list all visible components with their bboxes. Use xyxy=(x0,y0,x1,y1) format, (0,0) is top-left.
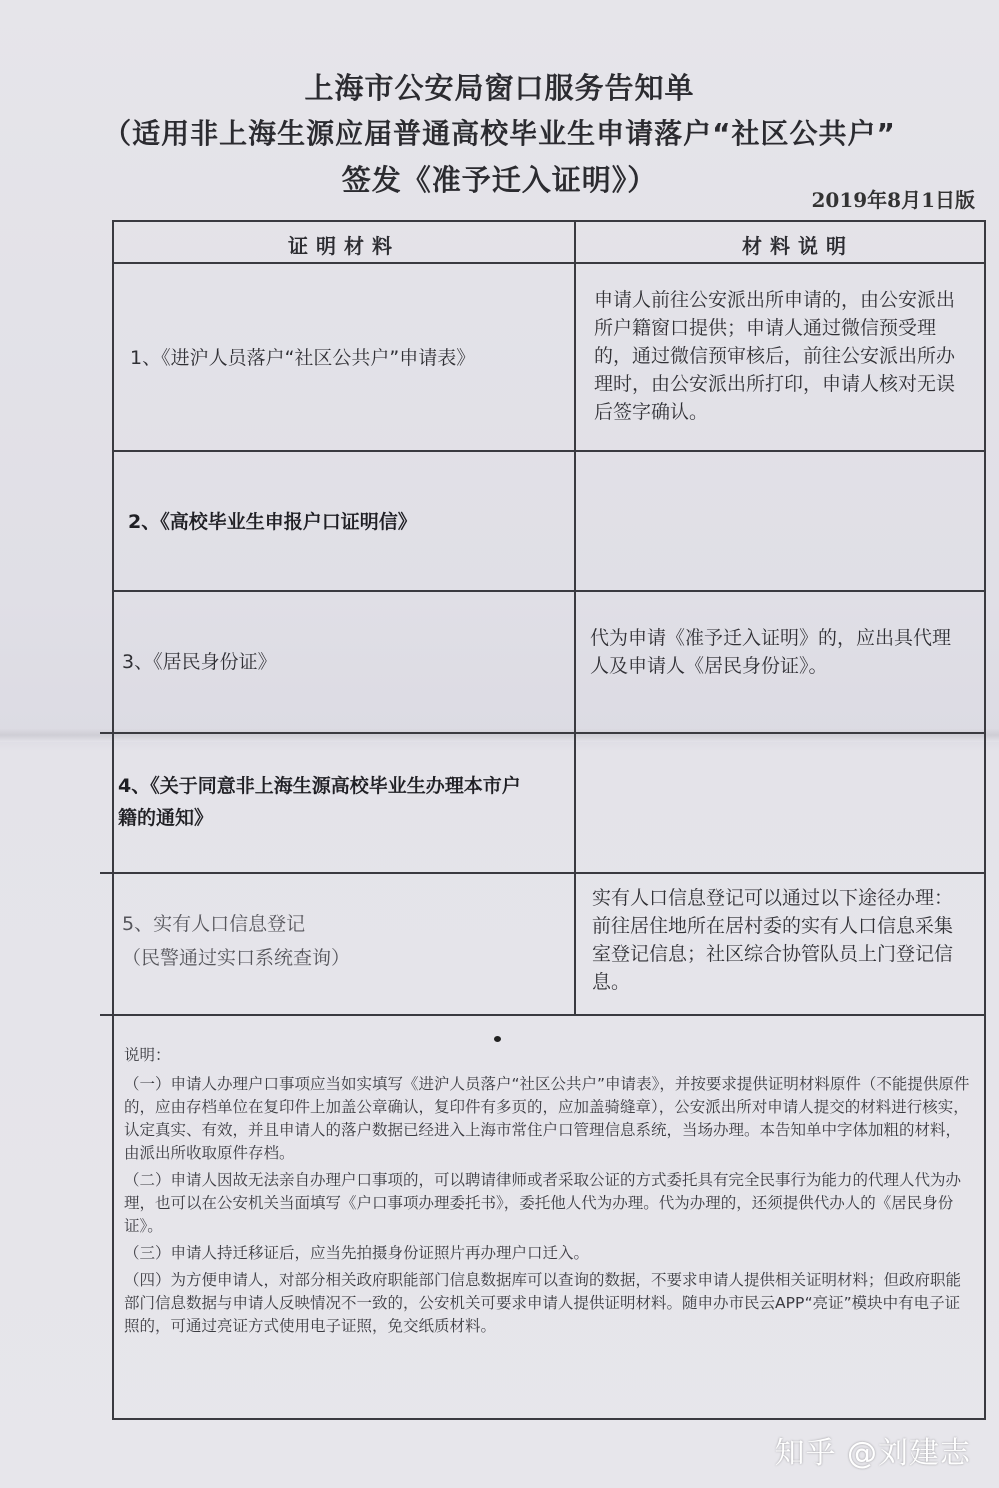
material-item-4: 4、《关于同意非上海生源高校毕业生办理本市户籍的通知》 xyxy=(118,775,521,829)
document-title: 上海市公安局窗口服务告知单 xyxy=(304,71,695,105)
row-divider xyxy=(112,262,986,264)
watermark: 知乎 @刘建志 xyxy=(774,1436,971,1471)
material-item-1: 1、《进沪人员落户“社区公共户”申请表》 xyxy=(130,347,476,369)
row-divider xyxy=(100,732,986,734)
column-header-materials: 证明材料 xyxy=(288,234,400,258)
ink-dot xyxy=(494,1036,501,1042)
column-divider xyxy=(574,220,576,1016)
row-divider xyxy=(112,450,986,452)
note-item-4: （四）为方便申请人，对部分相关政府职能部门信息数据库可以查询的数据，不要求申请人提供相关证明材料；但政府职能部门信息数据与申请人反映情况不一致的，公安机关可要求申请人提供证明材料。随申办市民云APP“亮证”模块中有电子证照的，可通过亮证方式使用电子证照，免交纸质材料。 xyxy=(124,1271,962,1335)
document-subtitle: （适用非上海生源应届普通高校毕业生申请落户“社区公共户” xyxy=(103,117,896,150)
note-item-3: （三）申请人持迁移证后，应当先拍摄身份证照片再办理户口迁入。 xyxy=(124,1244,590,1262)
material-note-3: 代为申请《准予迁入证明》的，应出具代理人及申请人《居民身份证》。 xyxy=(590,627,952,677)
material-note-1: 申请人前往公安派出所申请的，由公安派出所户籍窗口提供；申请人通过微信预受理的，通过微信预审核后，前往公安派出所办理时，由公安派出所打印，申请人核对无误后签字确认。 xyxy=(594,289,956,423)
version-date: 2019年8月1日版 xyxy=(811,188,975,212)
material-note-5: 实有人口信息登记可以通过以下途径办理：前往居住地所在居村委的实有人口信息采集室登记信息；社区综合协管队员上门登记信息。 xyxy=(592,887,954,993)
document-subtitle-line2: 签发《准予迁入证明》） xyxy=(341,163,658,197)
notes-section xyxy=(124,1044,974,1342)
note-item-2: （二）申请人因故无法亲自办理户口事项的，可以聘请律师或者采取公证的方式委托具有完全民事行为能力的代理人代为办理，也可以在公安机关当面填写《户口事项办理委托书》，委托他人代为办理。代为办理的，还须提供代办人的《居民身份证》。 xyxy=(124,1171,962,1235)
row-divider xyxy=(112,590,986,592)
row-divider xyxy=(100,872,986,874)
material-item-2: 2、《高校毕业生申报户口证明信》 xyxy=(128,511,417,533)
material-item-3: 3、《居民身份证》 xyxy=(122,651,277,673)
column-header-description: 材料说明 xyxy=(742,234,854,258)
material-item-5: 5、实有人口信息登记 xyxy=(122,913,306,935)
row-divider xyxy=(100,1014,986,1016)
material-item-5-sub: （民警通过实口系统查询） xyxy=(122,947,351,969)
note-item-1: （一）申请人办理户口事项应当如实填写《进沪人员落户“社区公共户”申请表》，并按要求提供证明材料原件（不能提供原件的，应由存档单位在复印件上加盖公章确认，复印件有多页的，应加盖骑缝章），公安派出所对申请人提交的材料进行核实，认定真实、有效，并且申请人的落户数据已经进入上海市常住户口管理信息系统，当场办理。本告知单中字体加粗的材料，由派出所收取原件存档。 xyxy=(124,1075,970,1162)
notes-label: 说明： xyxy=(124,1046,171,1064)
